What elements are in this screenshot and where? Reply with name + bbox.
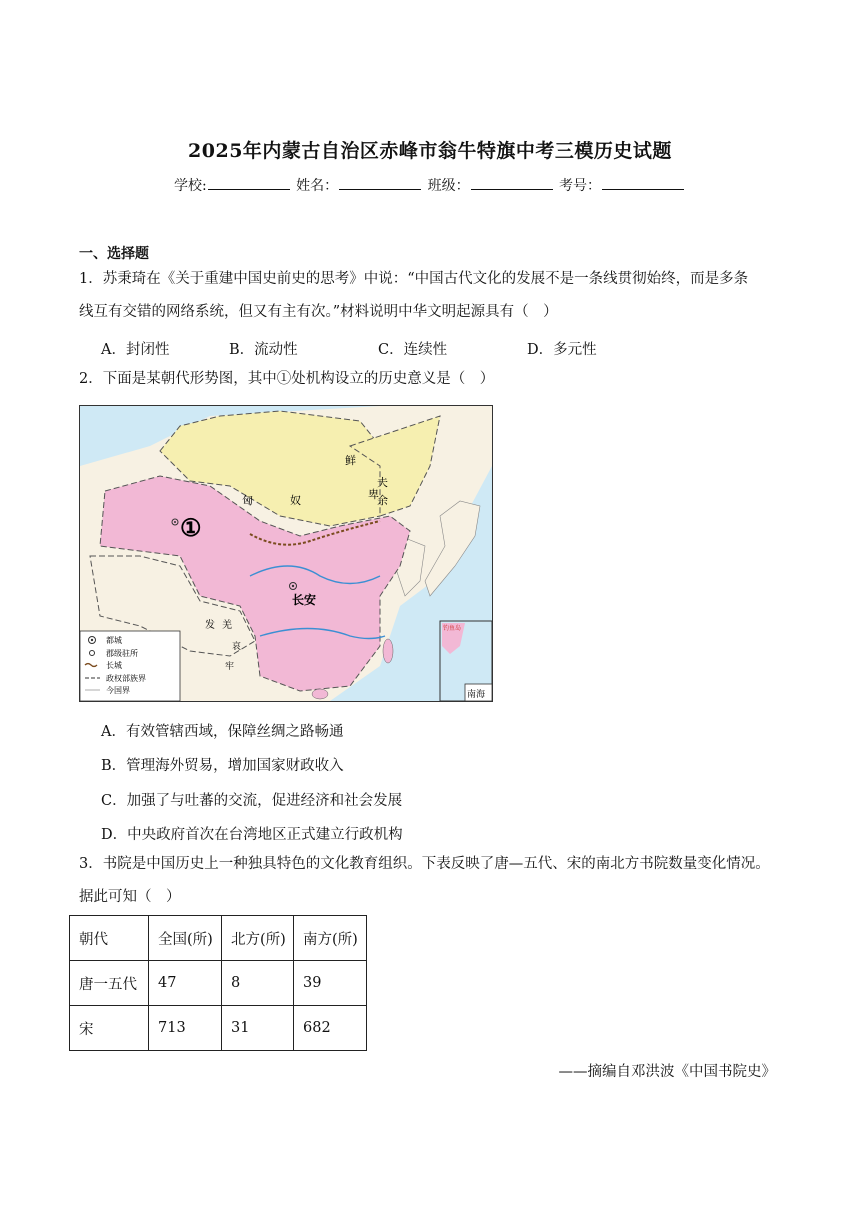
class-blank <box>471 177 553 190</box>
table-cell: 682 <box>294 1006 367 1051</box>
q1-option-c[interactable]: C．连续性 <box>378 342 448 358</box>
table-row <box>70 961 367 1006</box>
table-row <box>70 1006 367 1051</box>
table-header-cell: 南方(所) <box>294 916 367 961</box>
map-label-nanhai: 南海 <box>467 690 486 700</box>
student-info-line <box>0 175 860 195</box>
legend-capital: 都城 <box>106 636 122 645</box>
table-cell: 39 <box>294 961 367 1006</box>
map-label-lao: 牢 <box>225 662 235 672</box>
table-header-cell: 全国(所) <box>149 916 222 961</box>
q2-option-d[interactable]: D．中央政府首次在台湾地区正式建立行政机构 <box>101 827 403 843</box>
q2-stem: 2．下面是某朝代形势图，其中①处机构设立的历史意义是（ ） <box>79 371 495 387</box>
map-label-ai: 哀 <box>232 642 242 652</box>
field-number-label: 考号： <box>559 178 602 194</box>
field-school-label: 学校: <box>173 178 207 194</box>
field-name-label: 姓名： <box>296 178 339 194</box>
map-label-xianbei2: 卑 <box>368 488 379 501</box>
table-cell: 宋 <box>70 1006 149 1051</box>
map-svg <box>80 406 492 701</box>
table-cell: 713 <box>149 1006 222 1051</box>
map-label-fuyu2: 余 <box>377 494 388 507</box>
table-header-cell: 北方(所) <box>222 916 294 961</box>
academy-count-table <box>69 915 367 1051</box>
table-header-cell: 朝代 <box>70 916 149 961</box>
q1-stem-line1: 1．苏秉琦在《关于重建中国史前史的思考》中说：“中国古代文化的发展不是一条线贯彻始终，而是多条 <box>79 271 749 287</box>
section-heading: 一、选择题 <box>79 246 149 262</box>
q3-source-citation: ——摘编自邓洪波《中国书院史》 <box>558 1064 776 1080</box>
page-title: 2025年内蒙古自治区赤峰市翁牛特旗中考三模历史试题 <box>188 140 672 162</box>
field-class-label: 班级： <box>427 178 470 194</box>
table-cell: 唐一五代 <box>70 961 149 1006</box>
legend-regime-border: 政权部族界 <box>106 674 146 683</box>
q3-stem-line1: 3．书院是中国历史上一种独具特色的文化教育组织。下表反映了唐—五代、宋的南北方书院数量变化情况。 <box>79 856 770 872</box>
q3-stem-line2: 据此可知（ ） <box>79 889 181 905</box>
map-label-xiongnu1: 匈 <box>242 494 253 507</box>
map-marker-1: ① <box>180 513 202 542</box>
q2-option-a[interactable]: A．有效管辖西域，保障丝绸之路畅通 <box>101 724 344 740</box>
map-label-qiang: 羌 <box>222 620 232 631</box>
table-header-row <box>70 916 367 961</box>
number-blank <box>602 177 684 190</box>
school-blank <box>208 177 290 190</box>
map-label-xiongnu2: 奴 <box>290 494 301 507</box>
table-cell: 8 <box>222 961 294 1006</box>
q1-option-d[interactable]: D．多元性 <box>527 342 597 358</box>
q2-option-c[interactable]: C．加强了与吐蕃的交流，促进经济和社会发展 <box>101 793 403 809</box>
map-label-fa: 发 <box>205 620 215 631</box>
q2-option-b[interactable]: B．管理海外贸易，增加国家财政收入 <box>101 758 344 774</box>
legend-commandery: 郡级驻所 <box>106 649 138 658</box>
table-cell: 47 <box>149 961 222 1006</box>
q1-option-a[interactable]: A．封闭性 <box>101 342 170 358</box>
dynasty-map <box>79 405 493 702</box>
map-label-xianbei: 鲜 <box>345 454 356 467</box>
table-cell: 31 <box>222 1006 294 1051</box>
map-label-capital: 长安 <box>292 593 317 607</box>
legend-modern-border: 今国界 <box>106 686 130 695</box>
map-inset-label: 钓鱼岛 <box>443 625 462 632</box>
map-label-fuyu1: 夫 <box>377 476 388 489</box>
name-blank <box>339 177 421 190</box>
q1-stem-line2: 线互有交错的网络系统，但又有主有次。”材料说明中华文明起源具有（ ） <box>79 304 558 320</box>
q1-option-b[interactable]: B．流动性 <box>229 342 298 358</box>
legend-great-wall: 长城 <box>106 661 122 670</box>
